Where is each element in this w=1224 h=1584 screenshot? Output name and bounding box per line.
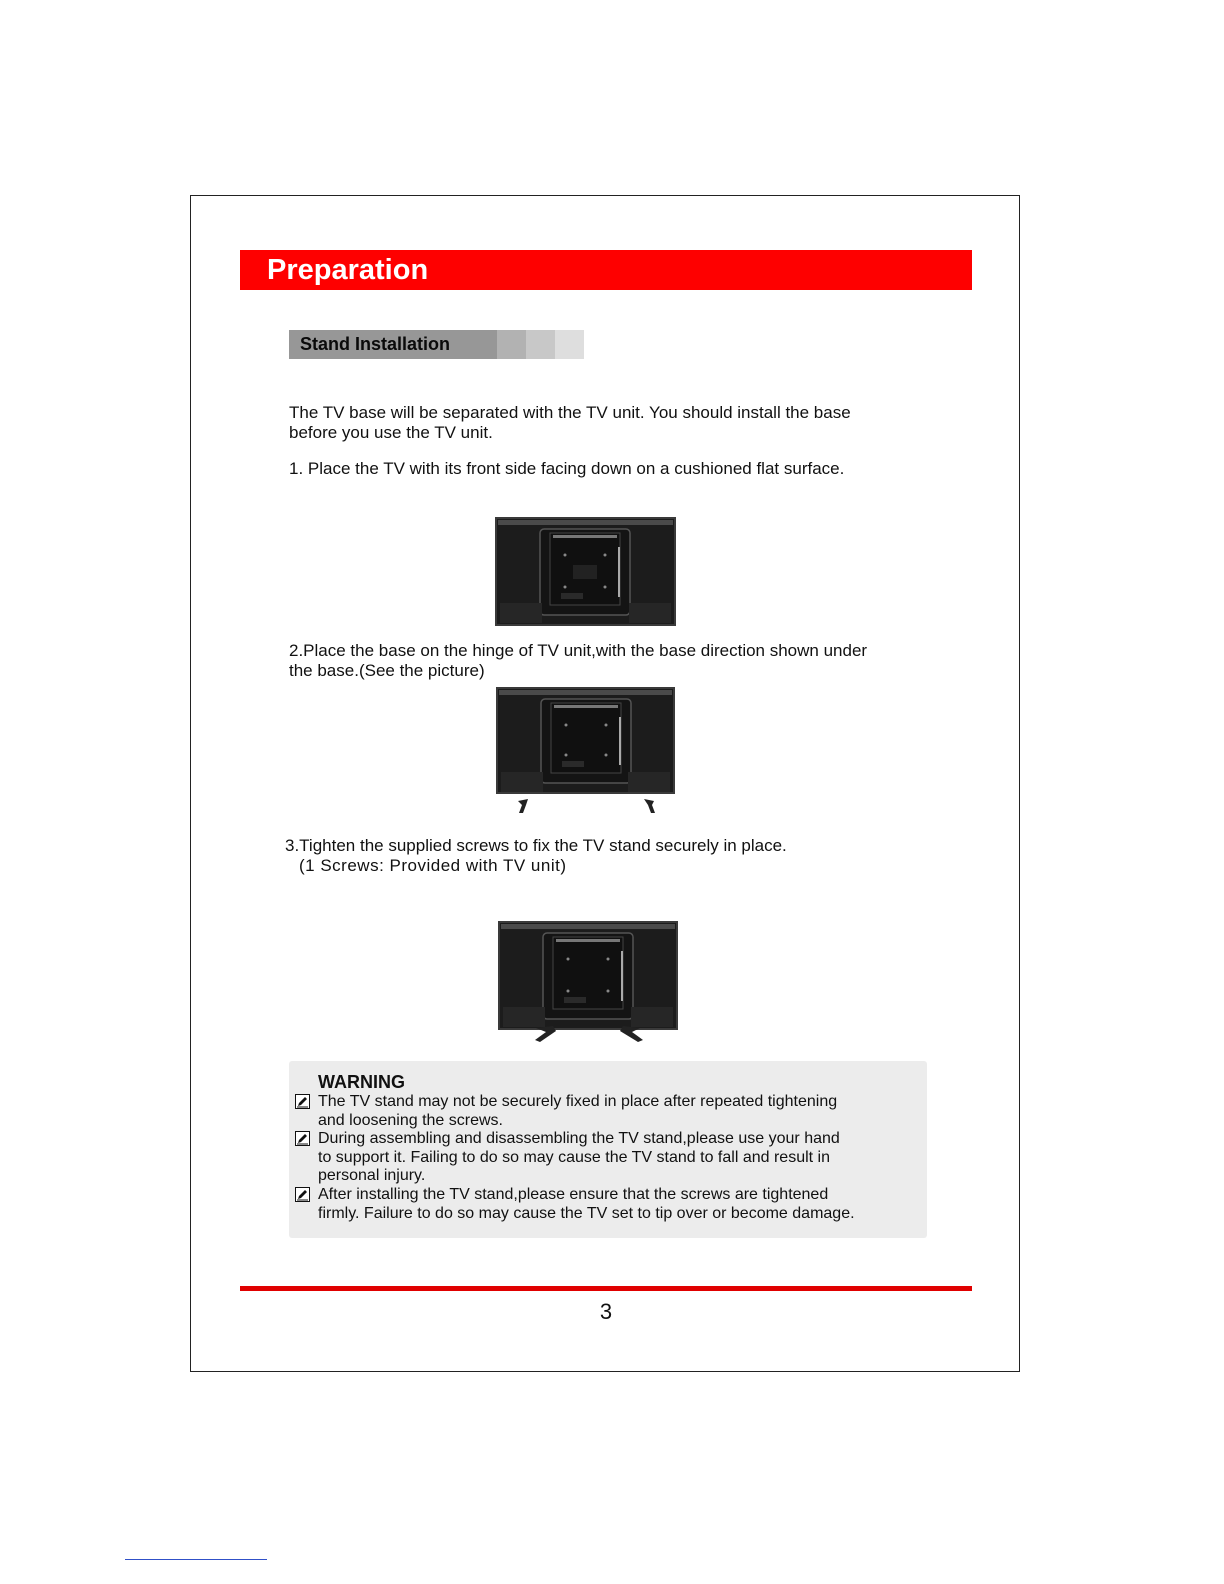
step-2-text bbox=[289, 641, 867, 681]
step-2-line-1: 2.Place the base on the hinge of TV unit,with the base direction shown under bbox=[289, 641, 868, 660]
warning-item-2-line-1: During assembling and disassembling the TV stand,please use your hand bbox=[318, 1130, 840, 1147]
subsection-title: Stand Installation bbox=[300, 334, 451, 354]
warning-item-3 bbox=[318, 1186, 898, 1223]
warning-title: WARNING bbox=[318, 1072, 405, 1092]
step-3-text bbox=[285, 836, 787, 876]
section-header-bar bbox=[240, 250, 972, 290]
step-2-line-2: the base.(See the picture) bbox=[289, 661, 485, 680]
warning-item-1 bbox=[318, 1093, 898, 1130]
step-1-text: 1. Place the TV with its front side facing down on a cushioned flat surface. bbox=[289, 459, 845, 478]
subsection-header-bar bbox=[289, 330, 497, 359]
tv-back-image-step-2 bbox=[496, 687, 677, 815]
tv-back-image-step-3 bbox=[498, 921, 679, 1044]
page-title: Preparation bbox=[267, 254, 429, 286]
warning-box bbox=[289, 1061, 927, 1238]
subsection-header-fade-3 bbox=[555, 330, 584, 359]
pencil-note-icon bbox=[295, 1094, 310, 1109]
step-3-line-2: (1 Screws: Provided with TV unit) bbox=[299, 856, 567, 875]
subsection-header-fade-1 bbox=[497, 330, 526, 359]
intro-paragraph bbox=[289, 403, 851, 443]
tv-back-image-step-1 bbox=[495, 517, 676, 626]
subsection-header bbox=[289, 330, 584, 359]
warning-item-3-line-2: firmly. Failure to do so may cause the TV set to tip over or become damage. bbox=[318, 1204, 855, 1222]
warning-item-2 bbox=[318, 1130, 898, 1186]
warning-item-3-line-1: After installing the TV stand,please ensure that the screws are tightened bbox=[318, 1186, 829, 1203]
pencil-note-icon bbox=[295, 1187, 310, 1202]
pencil-note-icon bbox=[295, 1131, 310, 1146]
intro-line-1: The TV base will be separated with the TV unit. You should install the base bbox=[289, 403, 851, 422]
bottom-rule bbox=[125, 1559, 267, 1560]
warning-item-1-line-2: and loosening the screws. bbox=[318, 1111, 503, 1129]
intro-line-2: before you use the TV unit. bbox=[289, 423, 493, 442]
step-3-line-1: 3.Tighten the supplied screws to fix the TV stand securely in place. bbox=[285, 836, 787, 855]
warning-item-2-line-2: to support it. Failing to do so may cause the TV stand to fall and result in bbox=[318, 1148, 830, 1166]
footer-divider bbox=[240, 1286, 972, 1291]
warning-item-2-line-3: personal injury. bbox=[318, 1167, 426, 1184]
page-number: 3 bbox=[599, 1299, 613, 1324]
warning-item-1-line-1: The TV stand may not be securely fixed in place after repeated tightening bbox=[318, 1093, 838, 1110]
subsection-header-fade-2 bbox=[526, 330, 555, 359]
